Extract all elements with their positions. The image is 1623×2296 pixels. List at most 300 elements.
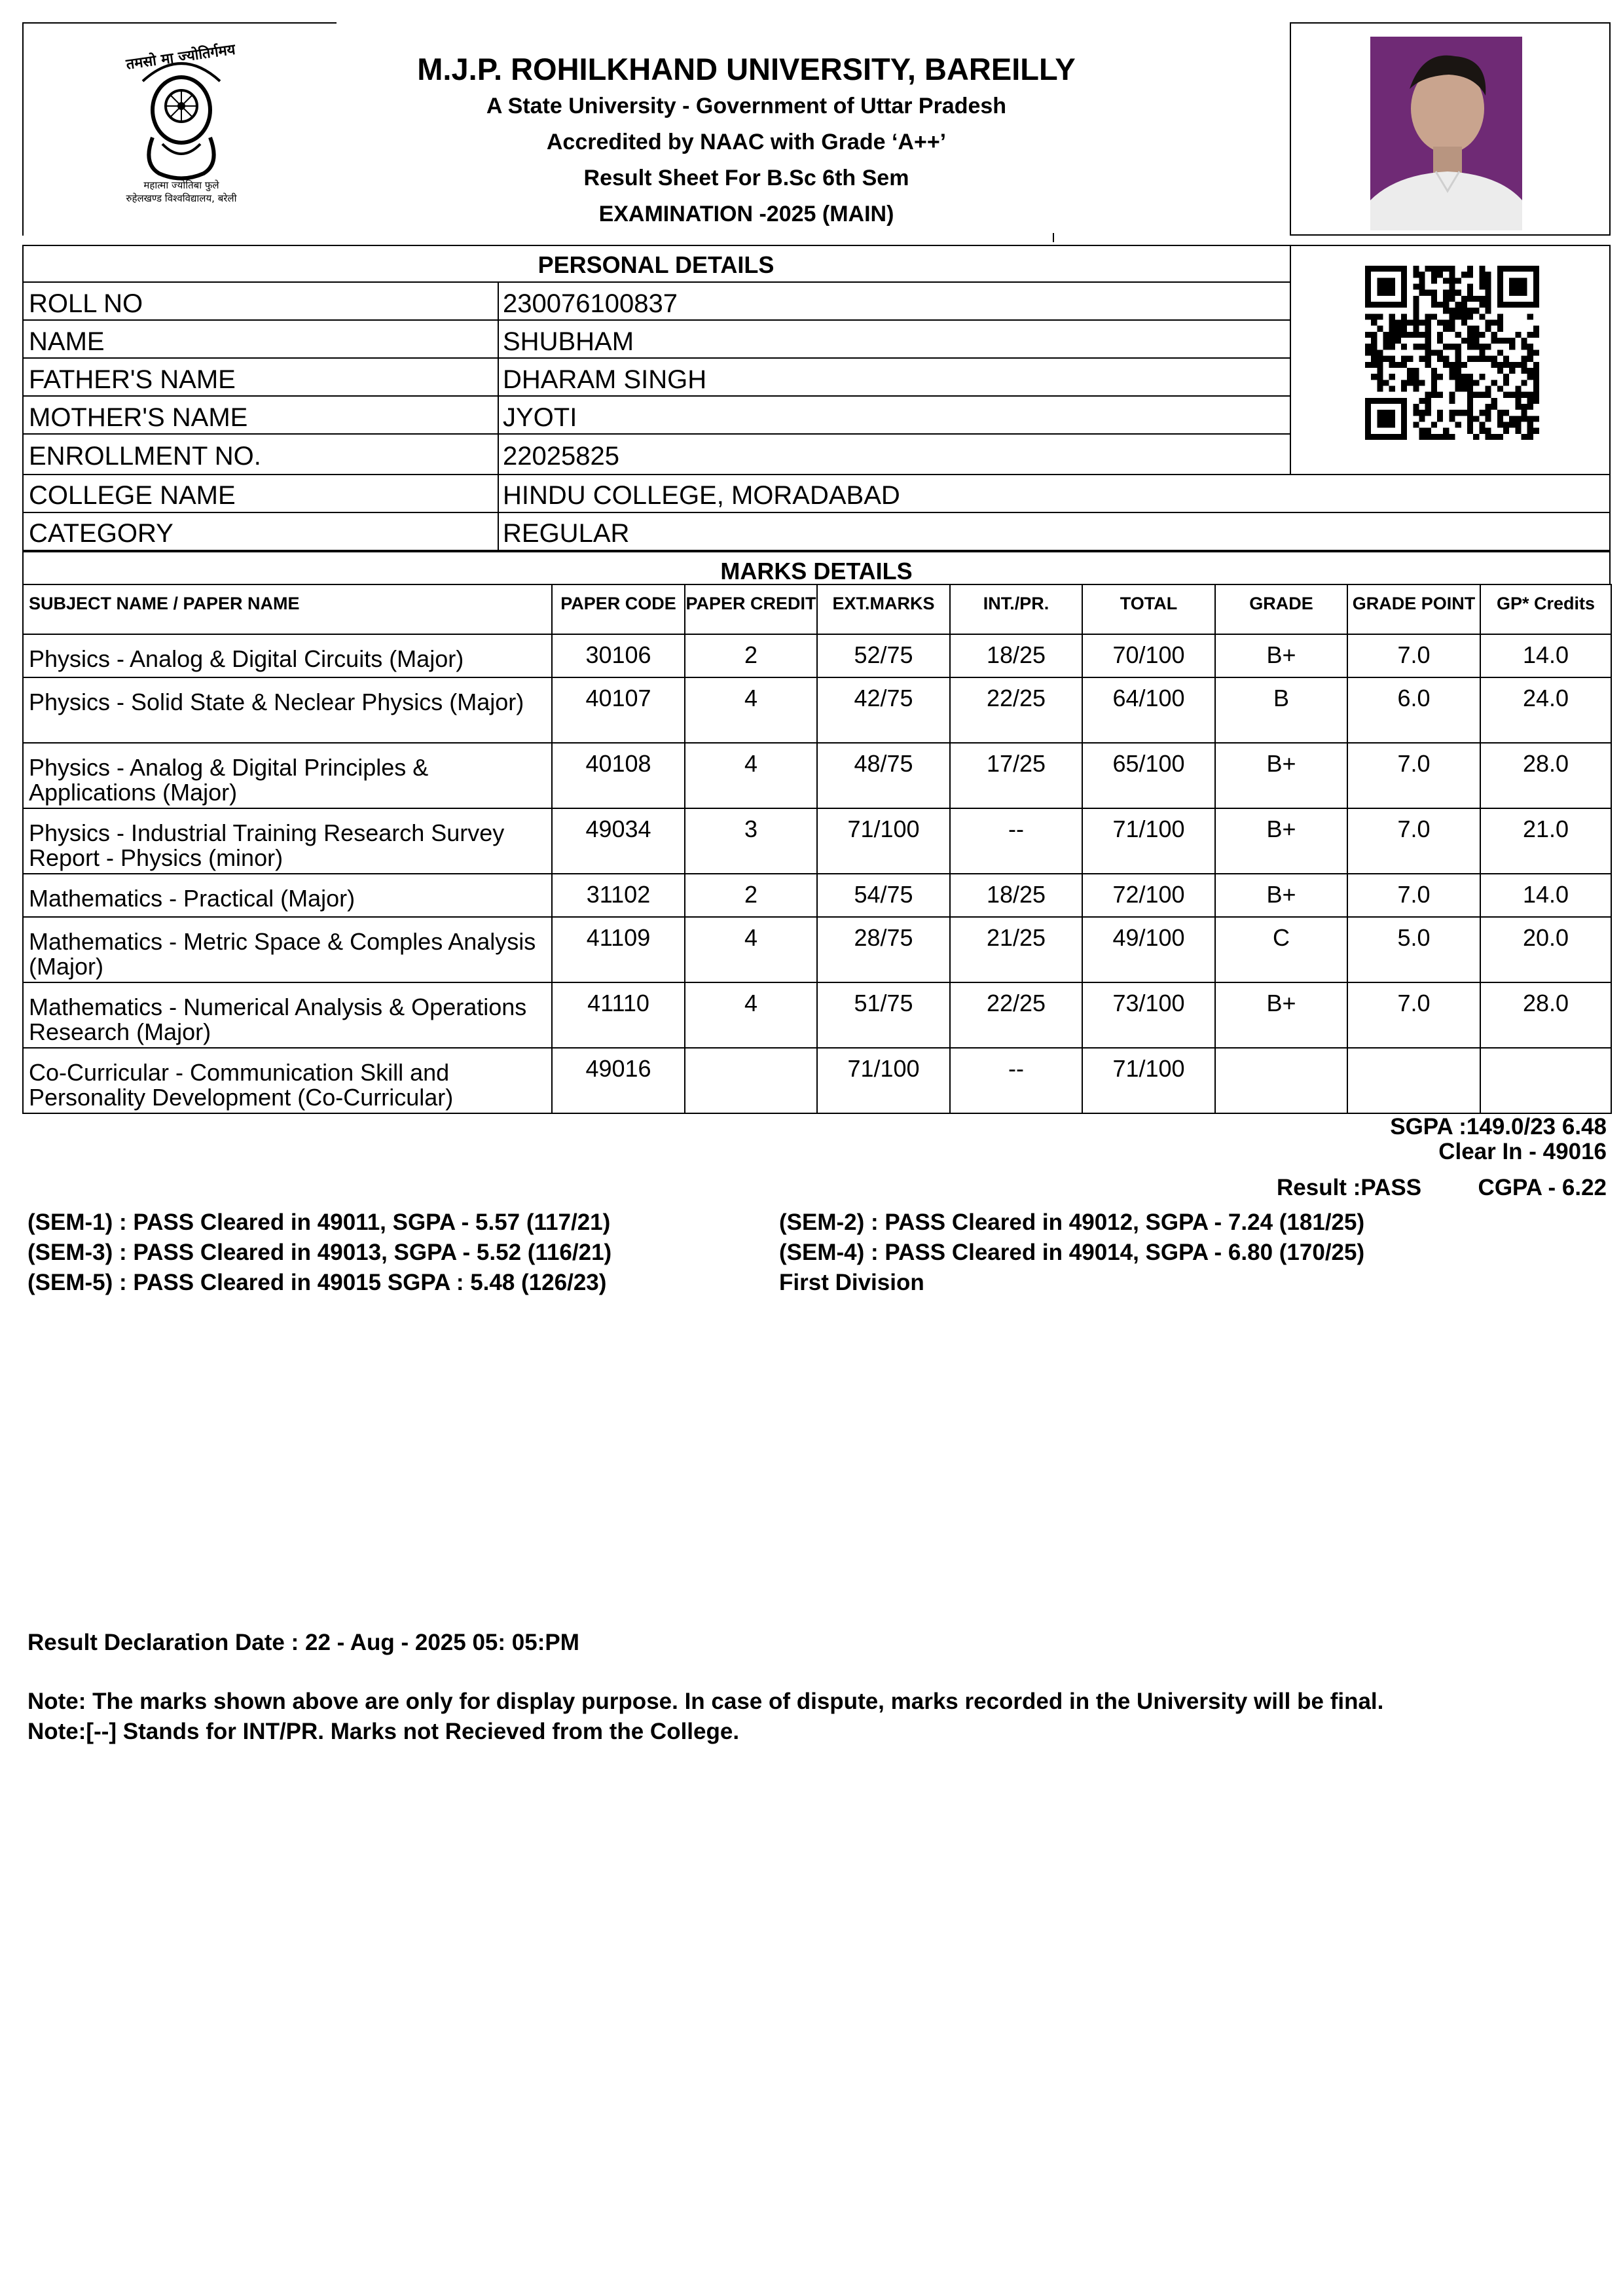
qr-module bbox=[1377, 326, 1383, 332]
qr-module bbox=[1473, 434, 1479, 440]
qr-module bbox=[1509, 362, 1515, 368]
qr-module bbox=[1425, 290, 1431, 296]
paper-code-cell: 49034 bbox=[552, 808, 685, 874]
qr-module bbox=[1533, 302, 1539, 308]
qr-module bbox=[1521, 362, 1527, 368]
qr-module bbox=[1425, 350, 1431, 355]
qr-module bbox=[1365, 410, 1371, 416]
qr-module bbox=[1431, 374, 1437, 380]
header-top-line bbox=[22, 22, 337, 24]
logo-emblem-icon bbox=[97, 33, 266, 207]
qr-module bbox=[1431, 314, 1437, 319]
qr-module bbox=[1503, 374, 1509, 380]
qr-module bbox=[1431, 302, 1437, 308]
qr-module bbox=[1407, 332, 1413, 338]
name-value: SHUBHAM bbox=[503, 327, 634, 356]
paper-code-cell: 40108 bbox=[552, 743, 685, 808]
qr-module bbox=[1419, 380, 1425, 386]
row-line bbox=[22, 319, 1290, 321]
qr-module bbox=[1467, 410, 1473, 416]
paper-credit-cell: 2 bbox=[685, 634, 817, 677]
marks-table bbox=[22, 584, 1612, 1114]
qr-module bbox=[1371, 398, 1377, 404]
qr-module bbox=[1401, 356, 1407, 362]
qr-module bbox=[1413, 308, 1419, 314]
sgpa-summary: SGPA :149.0/23 6.48 bbox=[1390, 1114, 1607, 1139]
qr-module bbox=[1431, 368, 1437, 374]
qr-module bbox=[1503, 302, 1509, 308]
qr-module bbox=[1467, 398, 1473, 404]
int-pr-cell: -- bbox=[950, 1048, 1082, 1113]
qr-module bbox=[1449, 266, 1455, 272]
qr-module bbox=[1365, 266, 1371, 272]
qr-module bbox=[1467, 332, 1473, 338]
qr-module bbox=[1395, 326, 1401, 332]
qr-module bbox=[1443, 278, 1449, 283]
total-cell: 71/100 bbox=[1082, 808, 1215, 874]
qr-module bbox=[1515, 398, 1521, 404]
qr-module bbox=[1473, 380, 1479, 386]
qr-module bbox=[1485, 272, 1491, 278]
qr-module bbox=[1401, 272, 1407, 278]
qr-module bbox=[1479, 314, 1485, 319]
qr-module bbox=[1467, 266, 1473, 272]
qr-module bbox=[1365, 422, 1371, 427]
subject-cell: Physics - Industrial Training Research Survey Report - Physics (minor) bbox=[23, 808, 552, 874]
qr-module bbox=[1485, 356, 1491, 362]
qr-module bbox=[1515, 416, 1521, 422]
qr-module bbox=[1401, 332, 1407, 338]
qr-module bbox=[1377, 380, 1383, 386]
qr-module bbox=[1515, 302, 1521, 308]
qr-module bbox=[1413, 374, 1419, 380]
qr-column-divider bbox=[1290, 245, 1291, 474]
qr-module bbox=[1521, 290, 1527, 296]
qr-module bbox=[1497, 326, 1503, 332]
qr-module bbox=[1419, 416, 1425, 422]
int-pr-cell: -- bbox=[950, 808, 1082, 874]
qr-module bbox=[1443, 266, 1449, 272]
gp-credits-cell: 20.0 bbox=[1480, 917, 1611, 982]
qr-module bbox=[1467, 284, 1473, 290]
qr-module bbox=[1449, 344, 1455, 350]
qr-module bbox=[1425, 434, 1431, 440]
qr-module bbox=[1455, 350, 1461, 355]
qr-module bbox=[1389, 362, 1395, 368]
qr-module bbox=[1497, 290, 1503, 296]
qr-module bbox=[1467, 374, 1473, 380]
subject-cell: Physics - Analog & Digital Circuits (Major) bbox=[23, 634, 552, 677]
qr-module bbox=[1479, 278, 1485, 283]
qr-module bbox=[1377, 434, 1383, 440]
qr-module bbox=[1527, 350, 1533, 355]
qr-module bbox=[1437, 320, 1443, 326]
paper-code-cell: 30106 bbox=[552, 634, 685, 677]
qr-module bbox=[1497, 362, 1503, 368]
qr-module bbox=[1365, 350, 1371, 355]
qr-module bbox=[1443, 362, 1449, 368]
subject-cell: Physics - Analog & Digital Principles & Applications (Major) bbox=[23, 743, 552, 808]
gp-credits-cell: 21.0 bbox=[1480, 808, 1611, 874]
qr-module bbox=[1515, 290, 1521, 296]
qr-module bbox=[1413, 344, 1419, 350]
qr-module bbox=[1371, 332, 1377, 338]
qr-module bbox=[1437, 332, 1443, 338]
qr-module bbox=[1509, 338, 1515, 344]
sem-2-result: (SEM-2) : PASS Cleared in 49012, SGPA - 7.24 (181/25) bbox=[779, 1210, 1365, 1235]
qr-module bbox=[1503, 266, 1509, 272]
qr-module bbox=[1389, 386, 1395, 391]
marks-row bbox=[23, 982, 1611, 1048]
qr-module bbox=[1449, 374, 1455, 380]
qr-module bbox=[1467, 290, 1473, 296]
enrollment-value: 22025825 bbox=[503, 442, 619, 471]
ext-marks-cell: 51/75 bbox=[817, 982, 950, 1048]
label-column-divider bbox=[498, 281, 499, 551]
qr-module bbox=[1479, 284, 1485, 290]
qr-module bbox=[1461, 272, 1467, 278]
grade-point-cell bbox=[1347, 1048, 1480, 1113]
qr-module bbox=[1443, 344, 1449, 350]
qr-module bbox=[1365, 284, 1371, 290]
qr-module bbox=[1365, 404, 1371, 410]
col-int-pr: INT./PR. bbox=[950, 584, 1082, 634]
col-subject: SUBJECT NAME / PAPER NAME bbox=[23, 584, 552, 634]
qr-module bbox=[1497, 422, 1503, 427]
qr-module bbox=[1485, 278, 1491, 283]
qr-module bbox=[1383, 422, 1389, 427]
qr-module bbox=[1509, 344, 1515, 350]
qr-module bbox=[1467, 308, 1473, 314]
qr-module bbox=[1449, 362, 1455, 368]
int-pr-cell: 18/25 bbox=[950, 634, 1082, 677]
paper-credit-cell: 4 bbox=[685, 917, 817, 982]
note-display-purpose: Note: The marks shown above are only for display purpose. In case of dispute, marks recorded in the University will be final. bbox=[27, 1689, 1384, 1714]
col-paper-credit: PAPER CREDIT bbox=[685, 584, 817, 634]
qr-module bbox=[1425, 410, 1431, 416]
qr-module bbox=[1467, 296, 1473, 302]
qr-module bbox=[1395, 398, 1401, 404]
clear-in: Clear In - 49016 bbox=[1438, 1139, 1607, 1164]
qr-module bbox=[1389, 278, 1395, 283]
qr-module bbox=[1383, 338, 1389, 344]
qr-module bbox=[1521, 302, 1527, 308]
qr-module bbox=[1455, 380, 1461, 386]
qr-module bbox=[1497, 320, 1503, 326]
university-subtitle: A State University - Government of Uttar Pradesh bbox=[486, 94, 1007, 118]
qr-module bbox=[1533, 296, 1539, 302]
qr-module bbox=[1515, 332, 1521, 338]
qr-module bbox=[1473, 392, 1479, 398]
personal-details-title: PERSONAL DETAILS bbox=[538, 251, 775, 278]
qr-module bbox=[1515, 404, 1521, 410]
qr-module bbox=[1401, 398, 1407, 404]
qr-module bbox=[1503, 338, 1509, 344]
qr-module bbox=[1383, 284, 1389, 290]
qr-module bbox=[1383, 416, 1389, 422]
qr-module bbox=[1383, 410, 1389, 416]
qr-module bbox=[1401, 320, 1407, 326]
marks-row bbox=[23, 874, 1611, 917]
qr-module bbox=[1449, 392, 1455, 398]
qr-module bbox=[1521, 392, 1527, 398]
qr-module bbox=[1467, 326, 1473, 332]
qr-module bbox=[1377, 278, 1383, 283]
qr-module bbox=[1509, 416, 1515, 422]
qr-module bbox=[1377, 350, 1383, 355]
qr-module bbox=[1389, 374, 1395, 380]
qr-module bbox=[1419, 398, 1425, 404]
subject-cell: Physics - Solid State & Neclear Physics (Major) bbox=[23, 677, 552, 743]
qr-module bbox=[1413, 380, 1419, 386]
qr-module bbox=[1419, 272, 1425, 278]
accreditation-text: Accredited by NAAC with Grade ‘A++’ bbox=[546, 130, 947, 154]
qr-module bbox=[1443, 434, 1449, 440]
qr-module bbox=[1467, 272, 1473, 278]
qr-module bbox=[1485, 386, 1491, 391]
qr-module bbox=[1371, 320, 1377, 326]
grade-cell: B+ bbox=[1215, 982, 1347, 1048]
qr-module bbox=[1371, 344, 1377, 350]
qr-module bbox=[1401, 344, 1407, 350]
category-value: REGULAR bbox=[503, 519, 630, 548]
qr-module bbox=[1419, 410, 1425, 416]
qr-module bbox=[1533, 284, 1539, 290]
subject-cell: Mathematics - Practical (Major) bbox=[23, 874, 552, 917]
qr-module bbox=[1491, 332, 1497, 338]
qr-module bbox=[1419, 332, 1425, 338]
qr-module bbox=[1527, 332, 1533, 338]
qr-module bbox=[1461, 380, 1467, 386]
qr-module bbox=[1533, 326, 1539, 332]
qr-module bbox=[1461, 374, 1467, 380]
qr-module bbox=[1497, 368, 1503, 374]
qr-module bbox=[1389, 422, 1395, 427]
university-name: M.J.P. ROHILKHAND UNIVERSITY, BAREILLY bbox=[417, 52, 1076, 86]
sem-4-result: (SEM-4) : PASS Cleared in 49014, SGPA - 6.80 (170/25) bbox=[779, 1240, 1365, 1265]
qr-module bbox=[1413, 422, 1419, 427]
grade-cell bbox=[1215, 1048, 1347, 1113]
paper-code-cell: 41109 bbox=[552, 917, 685, 982]
qr-module bbox=[1377, 302, 1383, 308]
qr-module bbox=[1485, 392, 1491, 398]
university-logo bbox=[97, 33, 266, 207]
qr-module bbox=[1467, 392, 1473, 398]
qr-module bbox=[1479, 422, 1485, 427]
qr-module bbox=[1491, 404, 1497, 410]
qr-module bbox=[1497, 350, 1503, 355]
row-line bbox=[22, 474, 1611, 475]
qr-module bbox=[1413, 326, 1419, 332]
qr-module bbox=[1485, 428, 1491, 434]
qr-module bbox=[1449, 296, 1455, 302]
qr-module bbox=[1515, 422, 1521, 427]
qr-module bbox=[1527, 314, 1533, 319]
qr-module bbox=[1413, 332, 1419, 338]
total-cell: 72/100 bbox=[1082, 874, 1215, 917]
qr-module bbox=[1431, 296, 1437, 302]
total-cell: 65/100 bbox=[1082, 743, 1215, 808]
qr-module bbox=[1485, 326, 1491, 332]
qr-module bbox=[1479, 374, 1485, 380]
cgpa-value: CGPA - 6.22 bbox=[1478, 1175, 1607, 1200]
qr-code-icon bbox=[1365, 266, 1539, 440]
qr-module bbox=[1401, 416, 1407, 422]
qr-module bbox=[1515, 266, 1521, 272]
qr-module bbox=[1497, 302, 1503, 308]
paper-code-cell: 31102 bbox=[552, 874, 685, 917]
qr-module bbox=[1389, 410, 1395, 416]
qr-module bbox=[1365, 332, 1371, 338]
qr-module bbox=[1419, 356, 1425, 362]
qr-module bbox=[1395, 302, 1401, 308]
qr-module bbox=[1419, 284, 1425, 290]
qr-module bbox=[1365, 302, 1371, 308]
qr-module bbox=[1515, 284, 1521, 290]
qr-module bbox=[1377, 374, 1383, 380]
grade-cell: B+ bbox=[1215, 808, 1347, 874]
qr-module bbox=[1401, 362, 1407, 368]
gp-credits-cell: 14.0 bbox=[1480, 634, 1611, 677]
qr-module bbox=[1527, 428, 1533, 434]
qr-module bbox=[1437, 416, 1443, 422]
qr-module bbox=[1437, 350, 1443, 355]
subject-cell: Mathematics - Metric Space & Comples Analysis (Major) bbox=[23, 917, 552, 982]
qr-module bbox=[1389, 344, 1395, 350]
marks-row bbox=[23, 677, 1611, 743]
total-cell: 70/100 bbox=[1082, 634, 1215, 677]
qr-module bbox=[1467, 338, 1473, 344]
qr-module bbox=[1473, 356, 1479, 362]
qr-module bbox=[1389, 266, 1395, 272]
qr-module bbox=[1503, 392, 1509, 398]
qr-module bbox=[1455, 308, 1461, 314]
paper-code-cell: 49016 bbox=[552, 1048, 685, 1113]
qr-module bbox=[1467, 428, 1473, 434]
qr-module bbox=[1371, 374, 1377, 380]
qr-module bbox=[1485, 410, 1491, 416]
qr-module bbox=[1413, 296, 1419, 302]
qr-module bbox=[1491, 356, 1497, 362]
qr-module bbox=[1377, 356, 1383, 362]
qr-module bbox=[1509, 266, 1515, 272]
qr-module bbox=[1407, 374, 1413, 380]
qr-module bbox=[1449, 434, 1455, 440]
row-line bbox=[22, 281, 1290, 283]
qr-module bbox=[1497, 410, 1503, 416]
qr-module bbox=[1365, 278, 1371, 283]
qr-module bbox=[1401, 422, 1407, 427]
col-ext-marks: EXT.MARKS bbox=[817, 584, 950, 634]
qr-module bbox=[1455, 278, 1461, 283]
qr-module bbox=[1383, 290, 1389, 296]
int-pr-cell: 22/25 bbox=[950, 982, 1082, 1048]
qr-module bbox=[1425, 392, 1431, 398]
qr-module bbox=[1473, 296, 1479, 302]
qr-module bbox=[1413, 314, 1419, 319]
qr-module bbox=[1533, 332, 1539, 338]
paper-code-cell: 41110 bbox=[552, 982, 685, 1048]
qr-module bbox=[1527, 404, 1533, 410]
qr-module bbox=[1491, 362, 1497, 368]
qr-module bbox=[1515, 386, 1521, 391]
paper-credit-cell: 4 bbox=[685, 743, 817, 808]
qr-module bbox=[1479, 392, 1485, 398]
qr-module bbox=[1377, 266, 1383, 272]
qr-module bbox=[1521, 410, 1527, 416]
enrollment-label: ENROLLMENT NO. bbox=[29, 442, 261, 471]
qr-module bbox=[1365, 290, 1371, 296]
qr-module bbox=[1449, 278, 1455, 283]
gp-credits-cell: 24.0 bbox=[1480, 677, 1611, 743]
qr-module bbox=[1443, 296, 1449, 302]
college-name-label: COLLEGE NAME bbox=[29, 481, 236, 510]
qr-module bbox=[1425, 428, 1431, 434]
name-label: NAME bbox=[29, 327, 105, 356]
grade-point-cell: 7.0 bbox=[1347, 634, 1480, 677]
logo-bottom-text-2: रुहेलखण्ड विश्वविद्यालय, बरेली bbox=[126, 192, 237, 204]
qr-module bbox=[1377, 290, 1383, 296]
qr-module bbox=[1521, 404, 1527, 410]
qr-module bbox=[1413, 284, 1419, 290]
qr-module bbox=[1449, 272, 1455, 278]
category-label: CATEGORY bbox=[29, 519, 173, 548]
qr-module bbox=[1467, 386, 1473, 391]
logo-bottom-text-1: महात्मा ज्योतिबा फुले bbox=[143, 179, 219, 191]
qr-module bbox=[1443, 428, 1449, 434]
paper-credit-cell: 4 bbox=[685, 677, 817, 743]
qr-module bbox=[1467, 404, 1473, 410]
qr-module bbox=[1497, 284, 1503, 290]
qr-module bbox=[1503, 356, 1509, 362]
qr-module bbox=[1503, 422, 1509, 427]
qr-module bbox=[1431, 392, 1437, 398]
qr-module bbox=[1377, 386, 1383, 391]
qr-module bbox=[1443, 290, 1449, 296]
qr-module bbox=[1509, 284, 1515, 290]
qr-module bbox=[1437, 392, 1443, 398]
qr-module bbox=[1365, 296, 1371, 302]
qr-module bbox=[1449, 398, 1455, 404]
qr-module bbox=[1473, 332, 1479, 338]
qr-module bbox=[1383, 302, 1389, 308]
qr-code bbox=[1365, 266, 1539, 440]
qr-module bbox=[1485, 308, 1491, 314]
qr-module bbox=[1533, 392, 1539, 398]
qr-module bbox=[1443, 302, 1449, 308]
qr-module bbox=[1371, 338, 1377, 344]
qr-module bbox=[1395, 266, 1401, 272]
qr-module bbox=[1401, 314, 1407, 319]
qr-module bbox=[1401, 290, 1407, 296]
qr-module bbox=[1395, 338, 1401, 344]
qr-module bbox=[1461, 338, 1467, 344]
qr-module bbox=[1485, 296, 1491, 302]
qr-module bbox=[1425, 398, 1431, 404]
qr-module bbox=[1383, 380, 1389, 386]
qr-module bbox=[1401, 326, 1407, 332]
division: First Division bbox=[779, 1270, 924, 1295]
gp-credits-cell bbox=[1480, 1048, 1611, 1113]
qr-module bbox=[1383, 266, 1389, 272]
qr-module bbox=[1521, 434, 1527, 440]
qr-module bbox=[1431, 278, 1437, 283]
qr-module bbox=[1479, 332, 1485, 338]
qr-module bbox=[1467, 344, 1473, 350]
qr-module bbox=[1533, 386, 1539, 391]
header-tick bbox=[1053, 233, 1054, 242]
qr-module bbox=[1371, 350, 1377, 355]
